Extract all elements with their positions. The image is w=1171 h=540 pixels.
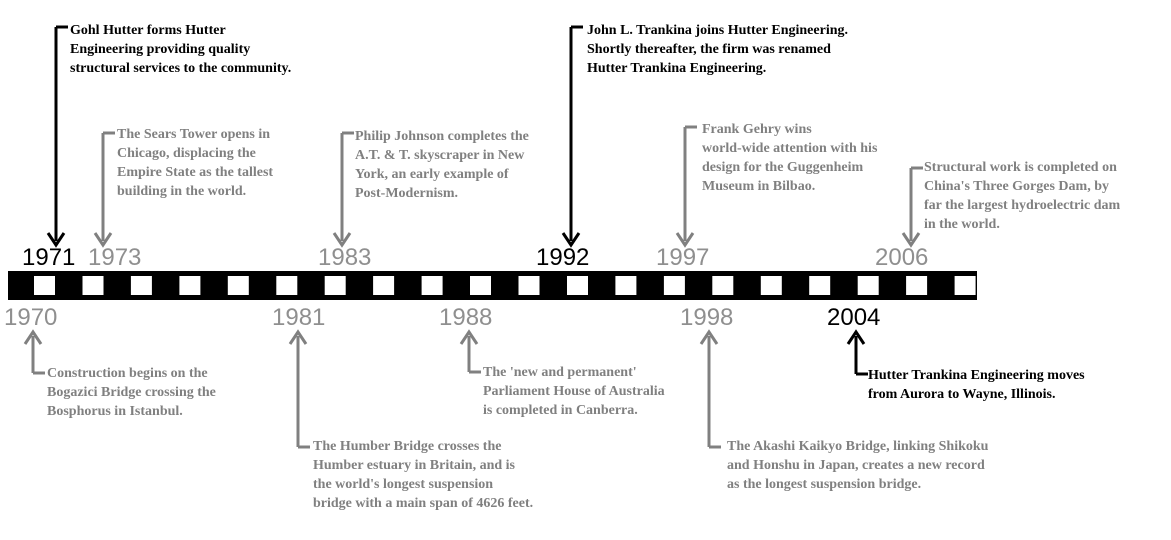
event-note-line: Empire State as the tallest: [117, 165, 274, 180]
event-note-line: the world's longest suspension: [313, 477, 494, 492]
event-note-1971: [70, 21, 291, 78]
event-note-line: Structural work is completed on: [924, 160, 1117, 175]
timeline-bar-hole: [712, 276, 733, 295]
event-note-line: world-wide attention with his: [702, 141, 878, 156]
event-note-line: is completed in Canberra.: [483, 403, 638, 418]
timeline-bar-hole: [858, 276, 879, 295]
year-label-1970: 1970: [4, 304, 58, 331]
event-note-1973: [117, 125, 273, 201]
event-note-line: Post-Modernism.: [355, 186, 459, 201]
timeline-bar: [8, 271, 977, 300]
year-label-2006: 2006: [875, 244, 929, 271]
timeline-bar-hole: [519, 276, 540, 295]
timeline-bar-hole: [955, 276, 976, 295]
event-note-line: Humber estuary in Britain, and is: [313, 458, 515, 473]
timeline-bar-hole: [179, 276, 200, 295]
event-note-line: Chicago, displacing the: [117, 146, 256, 161]
event-note-line: from Aurora to Wayne, Illinois.: [868, 387, 1056, 402]
timeline-bar-hole: [276, 276, 297, 295]
event-note-1970: [47, 364, 216, 421]
event-note-line: Bosphorus in Istanbul.: [47, 404, 183, 419]
event-note-line: Engineering providing quality: [70, 42, 251, 57]
event-note-1992: [587, 21, 848, 78]
year-label-1971: 1971: [22, 244, 76, 271]
timeline-bar-hole: [228, 276, 249, 295]
timeline-bar-hole: [373, 276, 394, 295]
year-label-1981: 1981: [272, 304, 326, 331]
event-note-line: Hutter Trankina Engineering.: [587, 61, 767, 76]
event-note-line: The 'new and permanent': [483, 365, 637, 380]
event-note-line: Gohl Hutter forms Hutter: [70, 23, 226, 38]
timeline-bar-hole: [809, 276, 830, 295]
timeline-bar-hole: [761, 276, 782, 295]
year-label-1973: 1973: [88, 244, 142, 271]
event-note-line: building in the world.: [117, 184, 247, 199]
year-label-1983: 1983: [318, 244, 372, 271]
event-note-line: and Honshu in Japan, creates a new record: [727, 458, 985, 473]
event-note-line: Frank Gehry wins: [702, 122, 812, 137]
event-note-line: Bogazici Bridge crossing the: [47, 385, 216, 400]
event-note-line: York, an early example of: [355, 167, 509, 182]
event-note-line: design for the Guggenheim: [702, 160, 864, 175]
year-label-1988: 1988: [439, 304, 493, 331]
event-note-line: Hutter Trankina Engineering moves: [868, 368, 1085, 383]
event-note-1983: [355, 127, 529, 203]
event-note-2004: [868, 366, 1085, 404]
timeline-bar-hole: [83, 276, 104, 295]
timeline-bar-hole: [567, 276, 588, 295]
timeline-bar-hole: [906, 276, 927, 295]
year-label-1992: 1992: [536, 244, 590, 271]
timeline-bar-hole: [422, 276, 443, 295]
event-note-line: A.T. & T. skyscraper in New: [355, 148, 525, 163]
event-note-line: Shortly thereafter, the firm was renamed: [587, 42, 831, 57]
timeline-bar-hole: [470, 276, 491, 295]
event-note-line: Parliament House of Australia: [483, 384, 665, 399]
event-note-line: China's Three Gorges Dam, by: [924, 179, 1109, 194]
event-note-line: Philip Johnson completes the: [355, 129, 529, 144]
timeline-bar-hole: [34, 276, 55, 295]
year-label-1998: 1998: [680, 304, 734, 331]
event-note-line: structural services to the community.: [70, 61, 292, 76]
year-label-1997: 1997: [656, 244, 710, 271]
event-note-line: The Akashi Kaikyo Bridge, linking Shikoku: [727, 439, 989, 454]
event-note-line: far the largest hydroelectric dam: [924, 198, 1121, 213]
event-note-1988: [483, 363, 665, 420]
timeline-bar-hole: [325, 276, 346, 295]
event-note-line: John L. Trankina joins Hutter Engineering.: [587, 23, 848, 38]
event-note-line: The Humber Bridge crosses the: [313, 439, 502, 454]
timeline-bar-hole: [131, 276, 152, 295]
event-note-line: Construction begins on the: [47, 366, 208, 381]
event-note-line: The Sears Tower opens in: [117, 127, 270, 142]
event-note-line: in the world.: [924, 217, 1000, 232]
event-note-1981: [313, 437, 533, 513]
timeline-bar-hole: [615, 276, 636, 295]
event-note-line: Museum in Bilbao.: [702, 179, 816, 194]
timeline-bar-hole: [664, 276, 685, 295]
year-label-2004: 2004: [827, 304, 881, 331]
event-note-2006: [924, 158, 1120, 234]
event-note-line: bridge with a main span of 4626 feet.: [313, 496, 534, 511]
event-note-line: as the longest suspension bridge.: [727, 477, 922, 492]
event-note-1998: [727, 437, 988, 494]
event-note-1997: [702, 120, 877, 196]
